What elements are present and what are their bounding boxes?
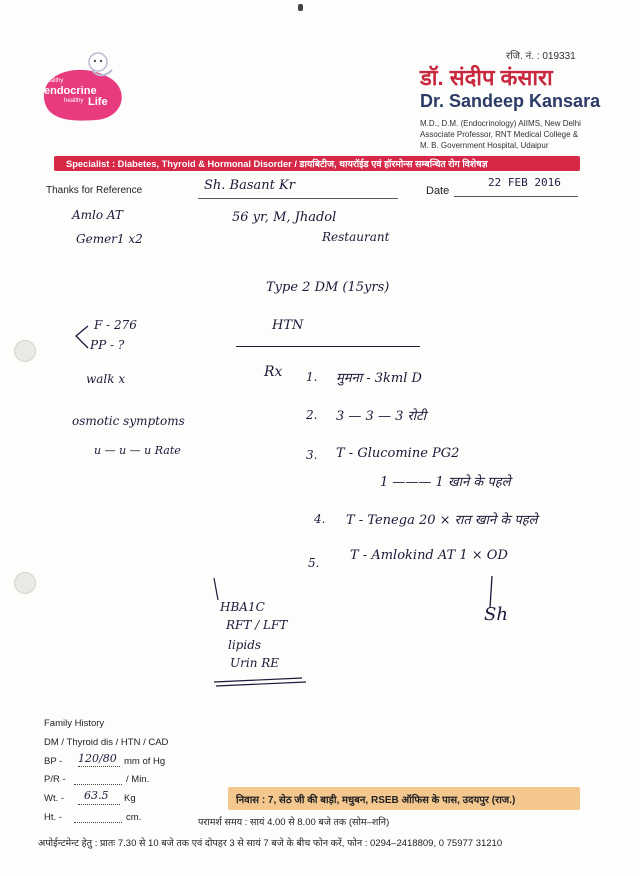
left-note-1: Amlo AT [72,208,123,222]
family-history-title: Family History [44,718,105,729]
doctor-name-hindi: डॉ. संदीप कंसारा [420,65,553,90]
registration-number: रजि. नं. : 019331 [506,51,576,62]
logo-text-1: healthy [44,78,64,84]
specialist-banner [54,156,580,171]
investigation-underline [212,672,312,688]
clinic-logo [34,48,134,128]
osmotic-note: osmotic symptoms [72,414,185,428]
bp-value: 120/80 [78,752,117,765]
bp-label: BP - [44,756,63,767]
investigation-3: lipids [228,638,262,652]
wt-unit: Kg [124,793,136,804]
thanks-label: Thanks for Reference [46,185,143,196]
med-5-number: 5. [308,556,320,570]
bp-unit: mm of Hg [124,756,166,767]
med-1: मुमना - 3kml D [336,371,422,386]
wt-label: Wt. - [44,793,65,804]
investigation-2: RFT / LFT [226,618,288,632]
investigation-bracket [204,576,224,606]
walk-note: walk x [86,372,126,386]
address-box [228,787,580,810]
rx-symbol: Rx [264,364,283,380]
date-line [454,196,578,197]
date-stamp: 22 FEB 2016 [488,176,561,189]
pr-field [74,784,122,785]
doctor-name-english: Dr. Sandeep Kansara [420,91,601,111]
pr-label: P/R - [44,774,66,785]
investigation-4: Urin RE [230,656,280,670]
wt-value: 63.5 [84,789,109,802]
punch-hole-top [14,340,36,362]
date-label: Date [426,185,450,197]
logo-text-4: Life [88,96,108,108]
med-5: T - Amlokind AT 1 × OD [350,548,508,563]
med-4-number: 4. [314,512,326,526]
med-1-number: 1. [306,370,318,384]
logo-text-2: endocrine [44,85,97,97]
ppbs-value: PP - ? [90,338,125,352]
fbs-value: F - 276 [94,318,137,332]
appointment-info: अपोईन्टमेन्ट हेतु : प्रातः 7.30 से 10 बजे तक एवं दोपहर 3 से सायं 7 बजे के बीच फोन करें, फोन : 0294–2418809, 0 75977 31210 [38,838,503,849]
family-history-list: DM / Thyroid dis / HTN / CAD [44,737,169,748]
pr-unit: / Min. [126,774,150,785]
diagnosis-1: Type 2 DM (15yrs) [266,280,390,295]
patient-occupation: Restaurant [322,230,390,244]
punch-hole-bottom [14,572,36,594]
address-text: निवास : 7, सेठ जी की बाड़ी, मधुबन, RSEB ऑफिस के पास, उदयपुर (राज.) [236,795,516,806]
patient-details: 56 yr, M, Jhadol [232,210,337,225]
qualification-line-2: Associate Professor, RNT Medical College & [420,130,579,139]
consultation-timing: परामर्श समय : सायं 4.00 से 8.00 बजे तक (सोम–शनि) [198,817,390,828]
bracket-mark [72,322,92,352]
doctor-signature: Sh [484,604,508,625]
med-3: T - Glucomine PG2 [336,446,460,461]
qualification-line-3: M. B. Government Hospital, Udaipur [420,141,549,150]
pin-mark [298,4,303,11]
signature-stroke [482,574,512,614]
referral-line [198,198,398,199]
ht-label: Ht. - [44,812,62,823]
rate-note: u — u — u Rate [94,444,181,457]
med-2: 3 — 3 — 3 रोटी [336,409,427,424]
patient-name: Sh. Basant Kr [204,178,295,193]
ht-unit: cm. [126,812,142,823]
diagnosis-2: HTN [272,318,304,333]
diagnosis-divider [236,346,420,347]
investigation-1: HBA1C [220,600,265,614]
specialist-banner-text: Specialist : Diabetes, Thyroid & Hormonal Disorder / डायबिटीज, थायरॉईड एवं हॉरमोन्स सम्बन्धित रोग विशेषज्ञ [66,159,488,169]
qualification-line-1: M.D., D.M. (Endocrinology) AIIMS, New Delhi [420,119,581,128]
med-4: T - Tenega 20 × रात खाने के पहले [346,513,538,528]
med-3-dosage: 1 ——— 1 खाने के पहले [380,475,511,490]
med-2-number: 2. [306,408,318,422]
ht-field [74,822,122,823]
logo-text-3: healthy [64,98,84,104]
med-3-number: 3. [306,448,318,462]
left-note-2: Gemer1 x2 [76,232,143,246]
